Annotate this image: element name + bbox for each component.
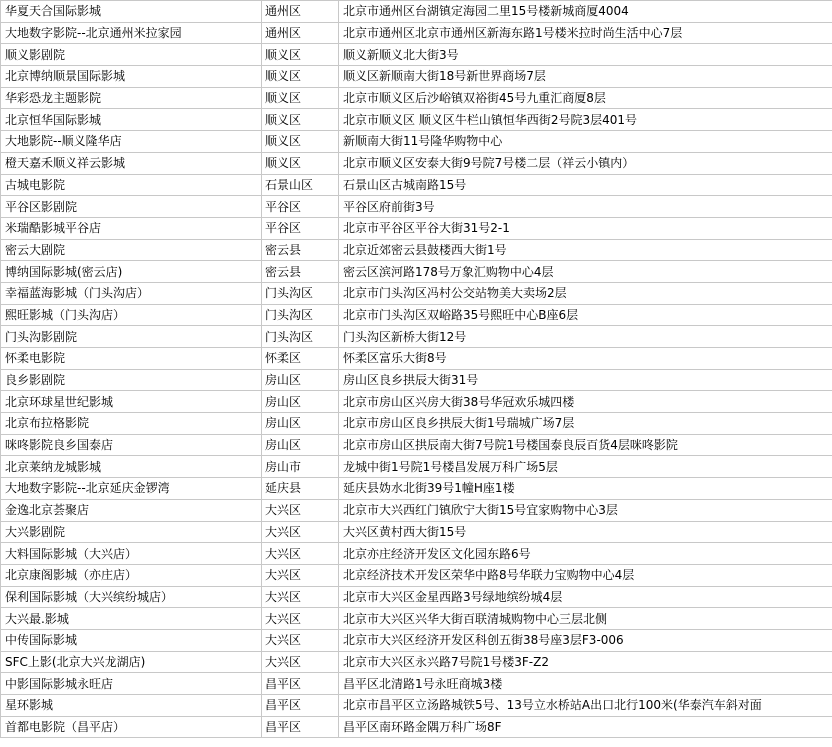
table-row (1, 586, 832, 608)
cinema-name-cell[interactable]: 古城电影院 (1, 174, 262, 196)
cinema-name-cell[interactable]: 大地影院--顺义隆华店 (1, 131, 262, 153)
cinema-name-cell[interactable]: 顺义影剧院 (1, 44, 262, 66)
district-cell[interactable]: 大兴区 (262, 651, 339, 673)
cinema-name-cell[interactable]: 门头沟影剧院 (1, 326, 262, 348)
cinema-name-cell[interactable]: 大地数字影院--北京通州米拉家园 (1, 22, 262, 44)
address-cell[interactable]: 密云区滨河路178号万象汇购物中心4层 (339, 261, 832, 283)
district-cell[interactable]: 大兴区 (262, 499, 339, 521)
address-cell[interactable]: 新顺南大街11号隆华购物中心 (339, 131, 832, 153)
district-cell[interactable]: 顺义区 (262, 109, 339, 131)
address-cell[interactable]: 北京市通州区台湖镇定海园二里15号楼新城商厦4004 (339, 1, 832, 23)
district-cell[interactable]: 门头沟区 (262, 326, 339, 348)
address-cell[interactable]: 怀柔区富乐大街8号 (339, 348, 832, 370)
address-cell[interactable]: 北京市顺义区 顺义区牛栏山镇恒华西街2号院3层401号 (339, 109, 832, 131)
table-row (1, 304, 832, 326)
district-cell[interactable]: 大兴区 (262, 608, 339, 630)
district-cell[interactable]: 延庆县 (262, 478, 339, 500)
district-cell[interactable]: 平谷区 (262, 196, 339, 218)
district-cell[interactable]: 通州区 (262, 22, 339, 44)
cinema-name-cell[interactable]: 首都电影院（昌平店） (1, 716, 262, 738)
district-cell[interactable]: 昌平区 (262, 673, 339, 695)
table-row (1, 348, 832, 370)
cinema-name-cell[interactable]: 金逸北京荟聚店 (1, 499, 262, 521)
address-cell[interactable]: 北京近郊密云县鼓楼西大街1号 (339, 239, 832, 261)
cinema-name-cell[interactable]: 北京环球星世纪影城 (1, 391, 262, 413)
cinema-name-cell[interactable]: 博纳国际影城(密云店) (1, 261, 262, 283)
cinema-name-cell[interactable]: 华夏天合国际影城 (1, 1, 262, 23)
cinema-name-cell[interactable]: 橙天嘉禾顺义祥云影城 (1, 152, 262, 174)
address-cell[interactable]: 顺义区新顺南大街18号新世界商场7层 (339, 66, 832, 88)
table-row (1, 87, 832, 109)
cinema-name-cell[interactable]: 米瑞酷影城平谷店 (1, 217, 262, 239)
district-cell[interactable]: 房山市 (262, 456, 339, 478)
cinema-name-cell[interactable]: 咪咚影院良乡国泰店 (1, 434, 262, 456)
table-row (1, 716, 832, 738)
address-cell[interactable]: 北京市大兴区兴华大街百联清城购物中心三层北侧 (339, 608, 832, 630)
table-row (1, 131, 832, 153)
district-cell[interactable]: 大兴区 (262, 521, 339, 543)
cinema-name-cell[interactable]: 大兴影剧院 (1, 521, 262, 543)
table-row (1, 196, 832, 218)
district-cell[interactable]: 房山区 (262, 391, 339, 413)
cinema-name-cell[interactable]: 熙旺影城（门头沟店） (1, 304, 262, 326)
cinema-name-cell[interactable]: 北京布拉格影院 (1, 413, 262, 435)
district-cell[interactable]: 房山区 (262, 413, 339, 435)
cinema-name-cell[interactable]: 中传国际影城 (1, 629, 262, 651)
district-cell[interactable]: 平谷区 (262, 217, 339, 239)
table-row (1, 695, 832, 717)
table-row (1, 44, 832, 66)
cinema-name-cell[interactable]: 北京恒华国际影城 (1, 109, 262, 131)
table-row (1, 239, 832, 261)
district-cell[interactable]: 大兴区 (262, 564, 339, 586)
address-cell[interactable]: 北京经济技术开发区荣华中路8号华联力宝购物中心4层 (339, 564, 832, 586)
table-row (1, 521, 832, 543)
table-row (1, 109, 832, 131)
district-cell[interactable]: 顺义区 (262, 87, 339, 109)
district-cell[interactable]: 顺义区 (262, 131, 339, 153)
table-row (1, 261, 832, 283)
table-row (1, 543, 832, 565)
district-cell[interactable]: 石景山区 (262, 174, 339, 196)
cinema-name-cell[interactable]: 大地数字影院--北京延庆金锣湾 (1, 478, 262, 500)
address-cell[interactable]: 北京市房山区拱辰南大街7号院1号楼国泰良辰百货4层咪咚影院 (339, 434, 832, 456)
table-row (1, 413, 832, 435)
cinema-name-cell[interactable]: 平谷区影剧院 (1, 196, 262, 218)
table-row (1, 629, 832, 651)
table-row (1, 499, 832, 521)
address-cell[interactable]: 龙城中街1号院1号楼昌发展万科广场5层 (339, 456, 832, 478)
cinema-name-cell[interactable]: 大料国际影城（大兴店） (1, 543, 262, 565)
table-row (1, 391, 832, 413)
table-row (1, 651, 832, 673)
district-cell[interactable]: 大兴区 (262, 586, 339, 608)
address-cell[interactable]: 门头沟区新桥大街12号 (339, 326, 832, 348)
district-cell[interactable]: 通州区 (262, 1, 339, 23)
district-cell[interactable]: 房山区 (262, 369, 339, 391)
address-cell[interactable]: 石景山区古城南路15号 (339, 174, 832, 196)
address-cell[interactable]: 顺义新顺义北大街3号 (339, 44, 832, 66)
table-row (1, 152, 832, 174)
district-cell[interactable]: 昌平区 (262, 716, 339, 738)
address-cell[interactable]: 北京市大兴区金星西路3号绿地缤纷城4层 (339, 586, 832, 608)
address-cell[interactable]: 北京市大兴西红门镇欣宁大街15号宜家购物中心3层 (339, 499, 832, 521)
address-cell[interactable]: 北京市顺义区安泰大街9号院7号楼二层（祥云小镇内） (339, 152, 832, 174)
table-row (1, 608, 832, 630)
table-row (1, 22, 832, 44)
cinema-name-cell[interactable]: 保利国际影城（大兴缤纷城店） (1, 586, 262, 608)
cinema-name-cell[interactable]: 密云大剧院 (1, 239, 262, 261)
address-cell[interactable]: 北京市平谷区平谷大街31号2-1 (339, 217, 832, 239)
table-row (1, 434, 832, 456)
table-row (1, 326, 832, 348)
district-cell[interactable]: 怀柔区 (262, 348, 339, 370)
address-cell[interactable]: 北京市房山区兴房大街38号华冠欢乐城四楼 (339, 391, 832, 413)
cinema-name-cell[interactable]: 北京博纳顺景国际影城 (1, 66, 262, 88)
address-cell[interactable]: 北京市房山区良乡拱辰大街1号瑞城广场7层 (339, 413, 832, 435)
address-cell[interactable]: 平谷区府前街3号 (339, 196, 832, 218)
address-cell[interactable]: 北京市大兴区永兴路7号院1号楼3F-Z2 (339, 651, 832, 673)
address-cell[interactable]: 北京市顺义区后沙峪镇双裕街45号九重汇商厦8层 (339, 87, 832, 109)
address-cell[interactable]: 北京市大兴区经济开发区科创五街38号座3层F3-006 (339, 629, 832, 651)
table-row (1, 369, 832, 391)
cinema-name-cell[interactable]: 星环影城 (1, 695, 262, 717)
district-cell[interactable]: 大兴区 (262, 543, 339, 565)
address-cell[interactable]: 北京市门头沟区双峪路35号熙旺中心B座6层 (339, 304, 832, 326)
table-row (1, 66, 832, 88)
table-row (1, 282, 832, 304)
district-cell[interactable]: 顺义区 (262, 152, 339, 174)
district-cell[interactable]: 房山区 (262, 434, 339, 456)
table-row (1, 478, 832, 500)
address-cell[interactable]: 大兴区黄村西大街15号 (339, 521, 832, 543)
table-row (1, 174, 832, 196)
address-cell[interactable]: 北京市通州区北京市通州区新海东路1号楼米拉时尚生活中心7层 (339, 22, 832, 44)
table-row (1, 217, 832, 239)
table-row (1, 456, 832, 478)
address-cell[interactable]: 北京亦庄经济开发区文化园东路6号 (339, 543, 832, 565)
cinema-name-cell[interactable]: 华彩恐龙主题影院 (1, 87, 262, 109)
table-row (1, 564, 832, 586)
cinema-name-cell[interactable]: 良乡影剧院 (1, 369, 262, 391)
district-cell[interactable]: 门头沟区 (262, 282, 339, 304)
table-row (1, 673, 832, 695)
address-cell[interactable]: 昌平区南环路金隅万科广场8F (339, 716, 832, 738)
cinema-name-cell[interactable]: 北京莱纳龙城影城 (1, 456, 262, 478)
cinema-name-cell[interactable]: 怀柔电影院 (1, 348, 262, 370)
address-cell[interactable]: 延庆县妫水北街39号1幢H座1楼 (339, 478, 832, 500)
cinema-name-cell[interactable]: 大兴最.影城 (1, 608, 262, 630)
address-cell[interactable]: 北京市门头沟区冯村公交站物美大卖场2层 (339, 282, 832, 304)
district-cell[interactable]: 昌平区 (262, 695, 339, 717)
district-cell[interactable]: 门头沟区 (262, 304, 339, 326)
district-cell[interactable]: 顺义区 (262, 44, 339, 66)
district-cell[interactable]: 大兴区 (262, 629, 339, 651)
district-cell[interactable]: 顺义区 (262, 66, 339, 88)
district-cell[interactable]: 密云县 (262, 261, 339, 283)
table-row (1, 1, 832, 23)
table-body (1, 1, 832, 738)
cinema-name-cell[interactable]: 北京康阁影城（亦庄店） (1, 564, 262, 586)
cinema-name-cell[interactable]: 幸福蓝海影城（门头沟店） (1, 282, 262, 304)
district-cell[interactable]: 密云县 (262, 239, 339, 261)
cinema-name-cell[interactable]: 中影国际影城永旺店 (1, 673, 262, 695)
address-cell[interactable]: 北京市昌平区立汤路城铁5号、13号立水桥站A出口北行100米(华泰汽车斜对面 (339, 695, 832, 717)
address-cell[interactable]: 房山区良乡拱辰大街31号 (339, 369, 832, 391)
address-cell[interactable]: 昌平区北清路1号永旺商城3楼 (339, 673, 832, 695)
cinema-name-cell[interactable]: SFC上影(北京大兴龙湖店) (1, 651, 262, 673)
